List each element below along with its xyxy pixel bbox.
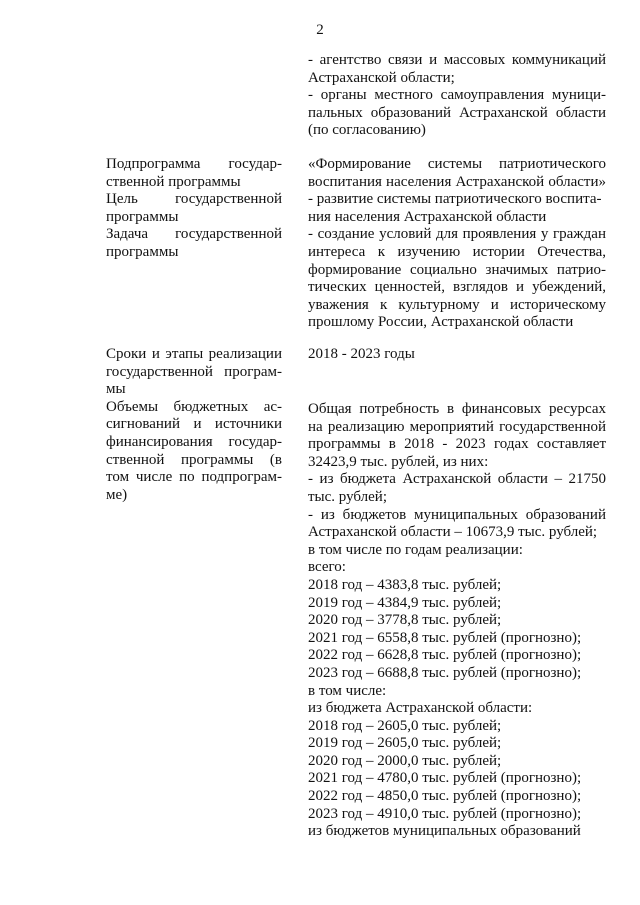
- text-line: 2023 год – 6688,8 тыс. рублей (прогнозно);: [308, 664, 582, 681]
- text-line: 2022 год – 6628,8 тыс. рублей (прогнозно);: [308, 647, 582, 664]
- text-line: программы: [106, 243, 179, 260]
- text-line: 2018 год – 2605,0 тыс. рублей;: [308, 717, 502, 734]
- text-line: ственной программы (в: [106, 451, 282, 468]
- text-line: 2022 год – 4850,0 тыс. рублей (прогнозно);: [308, 788, 582, 805]
- text-line: - органы местного самоуправления муници-: [308, 87, 606, 104]
- text-line: - из бюджета Астраханской области – 21750: [308, 471, 606, 488]
- text-line: воспитания населения Астраханской области»: [308, 173, 606, 190]
- text-line: - развитие системы патриотического воспита-: [308, 191, 602, 208]
- text-line: программы в 2018 - 2023 годах составляет: [308, 436, 606, 453]
- text-line: ственной программы: [106, 173, 241, 190]
- text-line: 2020 год – 3778,8 тыс. рублей;: [308, 612, 502, 629]
- text-line: тыс. рублей;: [308, 488, 387, 505]
- text-line: - агентство связи и массовых коммуникаций: [308, 52, 606, 68]
- text-line: формирование социально значимых патрио-: [308, 261, 606, 278]
- text-line: государственной програм-: [106, 363, 282, 380]
- text-line: прошлому России, Астраханской области: [308, 314, 574, 331]
- text-line: - создание условий для проявления у граждан: [308, 226, 606, 243]
- text-line: «Формирование системы патриотического: [308, 156, 606, 172]
- subprogram-goal-task-labels: [106, 156, 282, 262]
- text-line: Цель государственной: [106, 191, 282, 208]
- text-line: ме): [106, 486, 128, 503]
- text-line: 32423,9 тыс. рублей, из них:: [308, 453, 489, 470]
- text-line: том числе по подпрограм-: [106, 469, 282, 486]
- text-line: ния населения Астраханской области: [308, 208, 547, 225]
- text-line: на реализацию мероприятий государственной: [308, 418, 606, 435]
- page-number: 2: [316, 22, 324, 38]
- text-line: программы: [106, 208, 179, 225]
- text-line: (по согласованию): [308, 122, 426, 139]
- text-line: Объемы бюджетных ас-: [106, 398, 282, 415]
- term-and-funding-labels: [106, 346, 282, 504]
- text-line: сигнований и источники: [106, 416, 282, 433]
- funding-details: [308, 401, 606, 841]
- text-line: - из бюджетов муниципальных образований: [308, 506, 606, 523]
- text-line: 2021 год – 6558,8 тыс. рублей (прогнозно);: [308, 629, 582, 646]
- text-line: 2018 год – 4383,8 тыс. рублей;: [308, 576, 502, 593]
- text-line: Астраханской области – 10673,9 тыс. рублей;: [308, 524, 598, 541]
- text-line: из бюджетов муниципальных образований: [308, 823, 581, 840]
- program-term-value: [308, 346, 606, 364]
- text-line: пальных образований Астраханской области: [308, 104, 606, 121]
- executors-continuation: [308, 52, 606, 140]
- text-line: Общая потребность в финансовых ресурсах: [308, 401, 606, 417]
- text-line: интереса к изучению истории Отечества,: [308, 243, 606, 260]
- text-line: мы: [106, 381, 126, 398]
- text-line: всего:: [308, 559, 346, 576]
- text-line: из бюджета Астраханской области:: [308, 700, 533, 717]
- subprogram-goal-task-values: [308, 156, 606, 332]
- text-line: уважения к культурному и историческому: [308, 296, 606, 313]
- text-line: тических ценностей, взглядов и убеждений,: [308, 279, 606, 296]
- text-line: 2020 год – 2000,0 тыс. рублей;: [308, 752, 502, 769]
- text-line: в том числе по годам реализации:: [308, 541, 523, 558]
- text-line: 2021 год – 4780,0 тыс. рублей (прогнозно);: [308, 770, 582, 787]
- text-line: 2023 год – 4910,0 тыс. рублей (прогнозно);: [308, 805, 582, 822]
- text-line: Задача государственной: [106, 226, 282, 243]
- text-line: 2019 год – 4384,9 тыс. рублей;: [308, 594, 502, 611]
- text-line: Астраханской области;: [308, 69, 455, 86]
- text-line: Сроки и этапы реализации: [106, 346, 282, 362]
- text-line: в том числе:: [308, 682, 387, 699]
- text-line: 2019 год – 2605,0 тыс. рублей;: [308, 735, 502, 752]
- program-term-text: 2018 - 2023 годы: [308, 346, 415, 362]
- text-line: Подпрограмма государ-: [106, 156, 282, 172]
- text-line: финансирования государ-: [106, 433, 282, 450]
